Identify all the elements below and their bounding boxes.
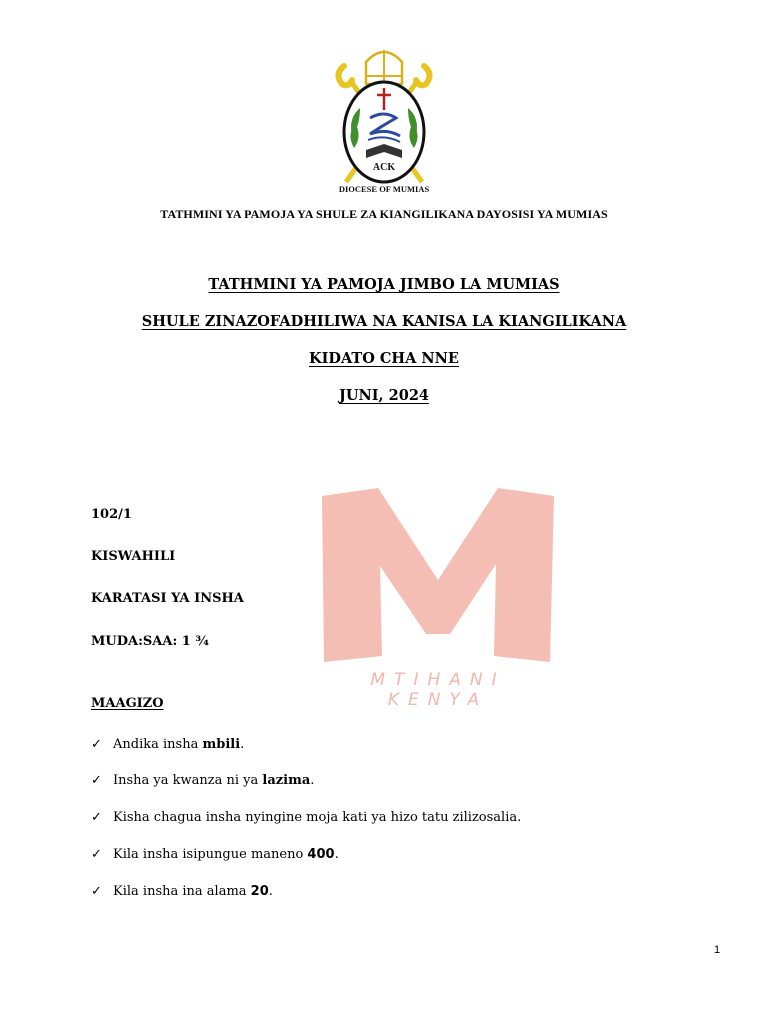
duration: MUDA:SAA: 1 ¾: [91, 634, 209, 649]
check-icon: ✓: [91, 810, 102, 825]
check-icon: ✓: [91, 737, 102, 752]
diocese-crest-icon: [330, 44, 438, 194]
subject: KISWAHILI: [91, 549, 176, 564]
page-number: 1: [714, 944, 721, 956]
check-icon: ✓: [91, 847, 102, 862]
check-icon: ✓: [91, 884, 102, 899]
watermark-logo: [318, 484, 558, 694]
check-icon: ✓: [91, 773, 102, 788]
title-line-4: JUNI, 2024: [339, 387, 429, 404]
crest-caption: DIOCESE OF MUMIAS: [338, 184, 430, 194]
instruction-item: ✓ Kisha chagua insha nyingine moja kati ya hizo tatu zilizosalia.: [91, 810, 522, 825]
instruction-item: ✓ Kila insha isipungue maneno 400.: [91, 847, 339, 862]
instruction-item: ✓ Kila insha ina alama 20.: [91, 884, 273, 899]
crest-initials: ACK: [372, 162, 396, 173]
title-line-2: SHULE ZINAZOFADHILIWA NA KANISA LA KIANGILIKANA: [141, 313, 627, 330]
title-line-1: TATHMINI YA PAMOJA JIMBO LA MUMIAS: [208, 276, 560, 293]
header-line: TATHMINI YA PAMOJA YA SHULE ZA KIANGILIKANA DAYOSISI YA MUMIAS: [160, 207, 608, 221]
title-line-3: KIDATO CHA NNE: [309, 350, 459, 367]
instruction-item: ✓ Andika insha mbili.: [91, 737, 245, 752]
paper-code: 102/1: [91, 507, 132, 522]
instructions-heading: MAAGIZO: [91, 696, 164, 711]
instruction-item: ✓ Insha ya kwanza ni ya lazima.: [91, 773, 315, 788]
watermark-text: MTIHANI KENYA: [370, 670, 506, 710]
paper-name: KARATASI YA INSHA: [91, 591, 244, 606]
